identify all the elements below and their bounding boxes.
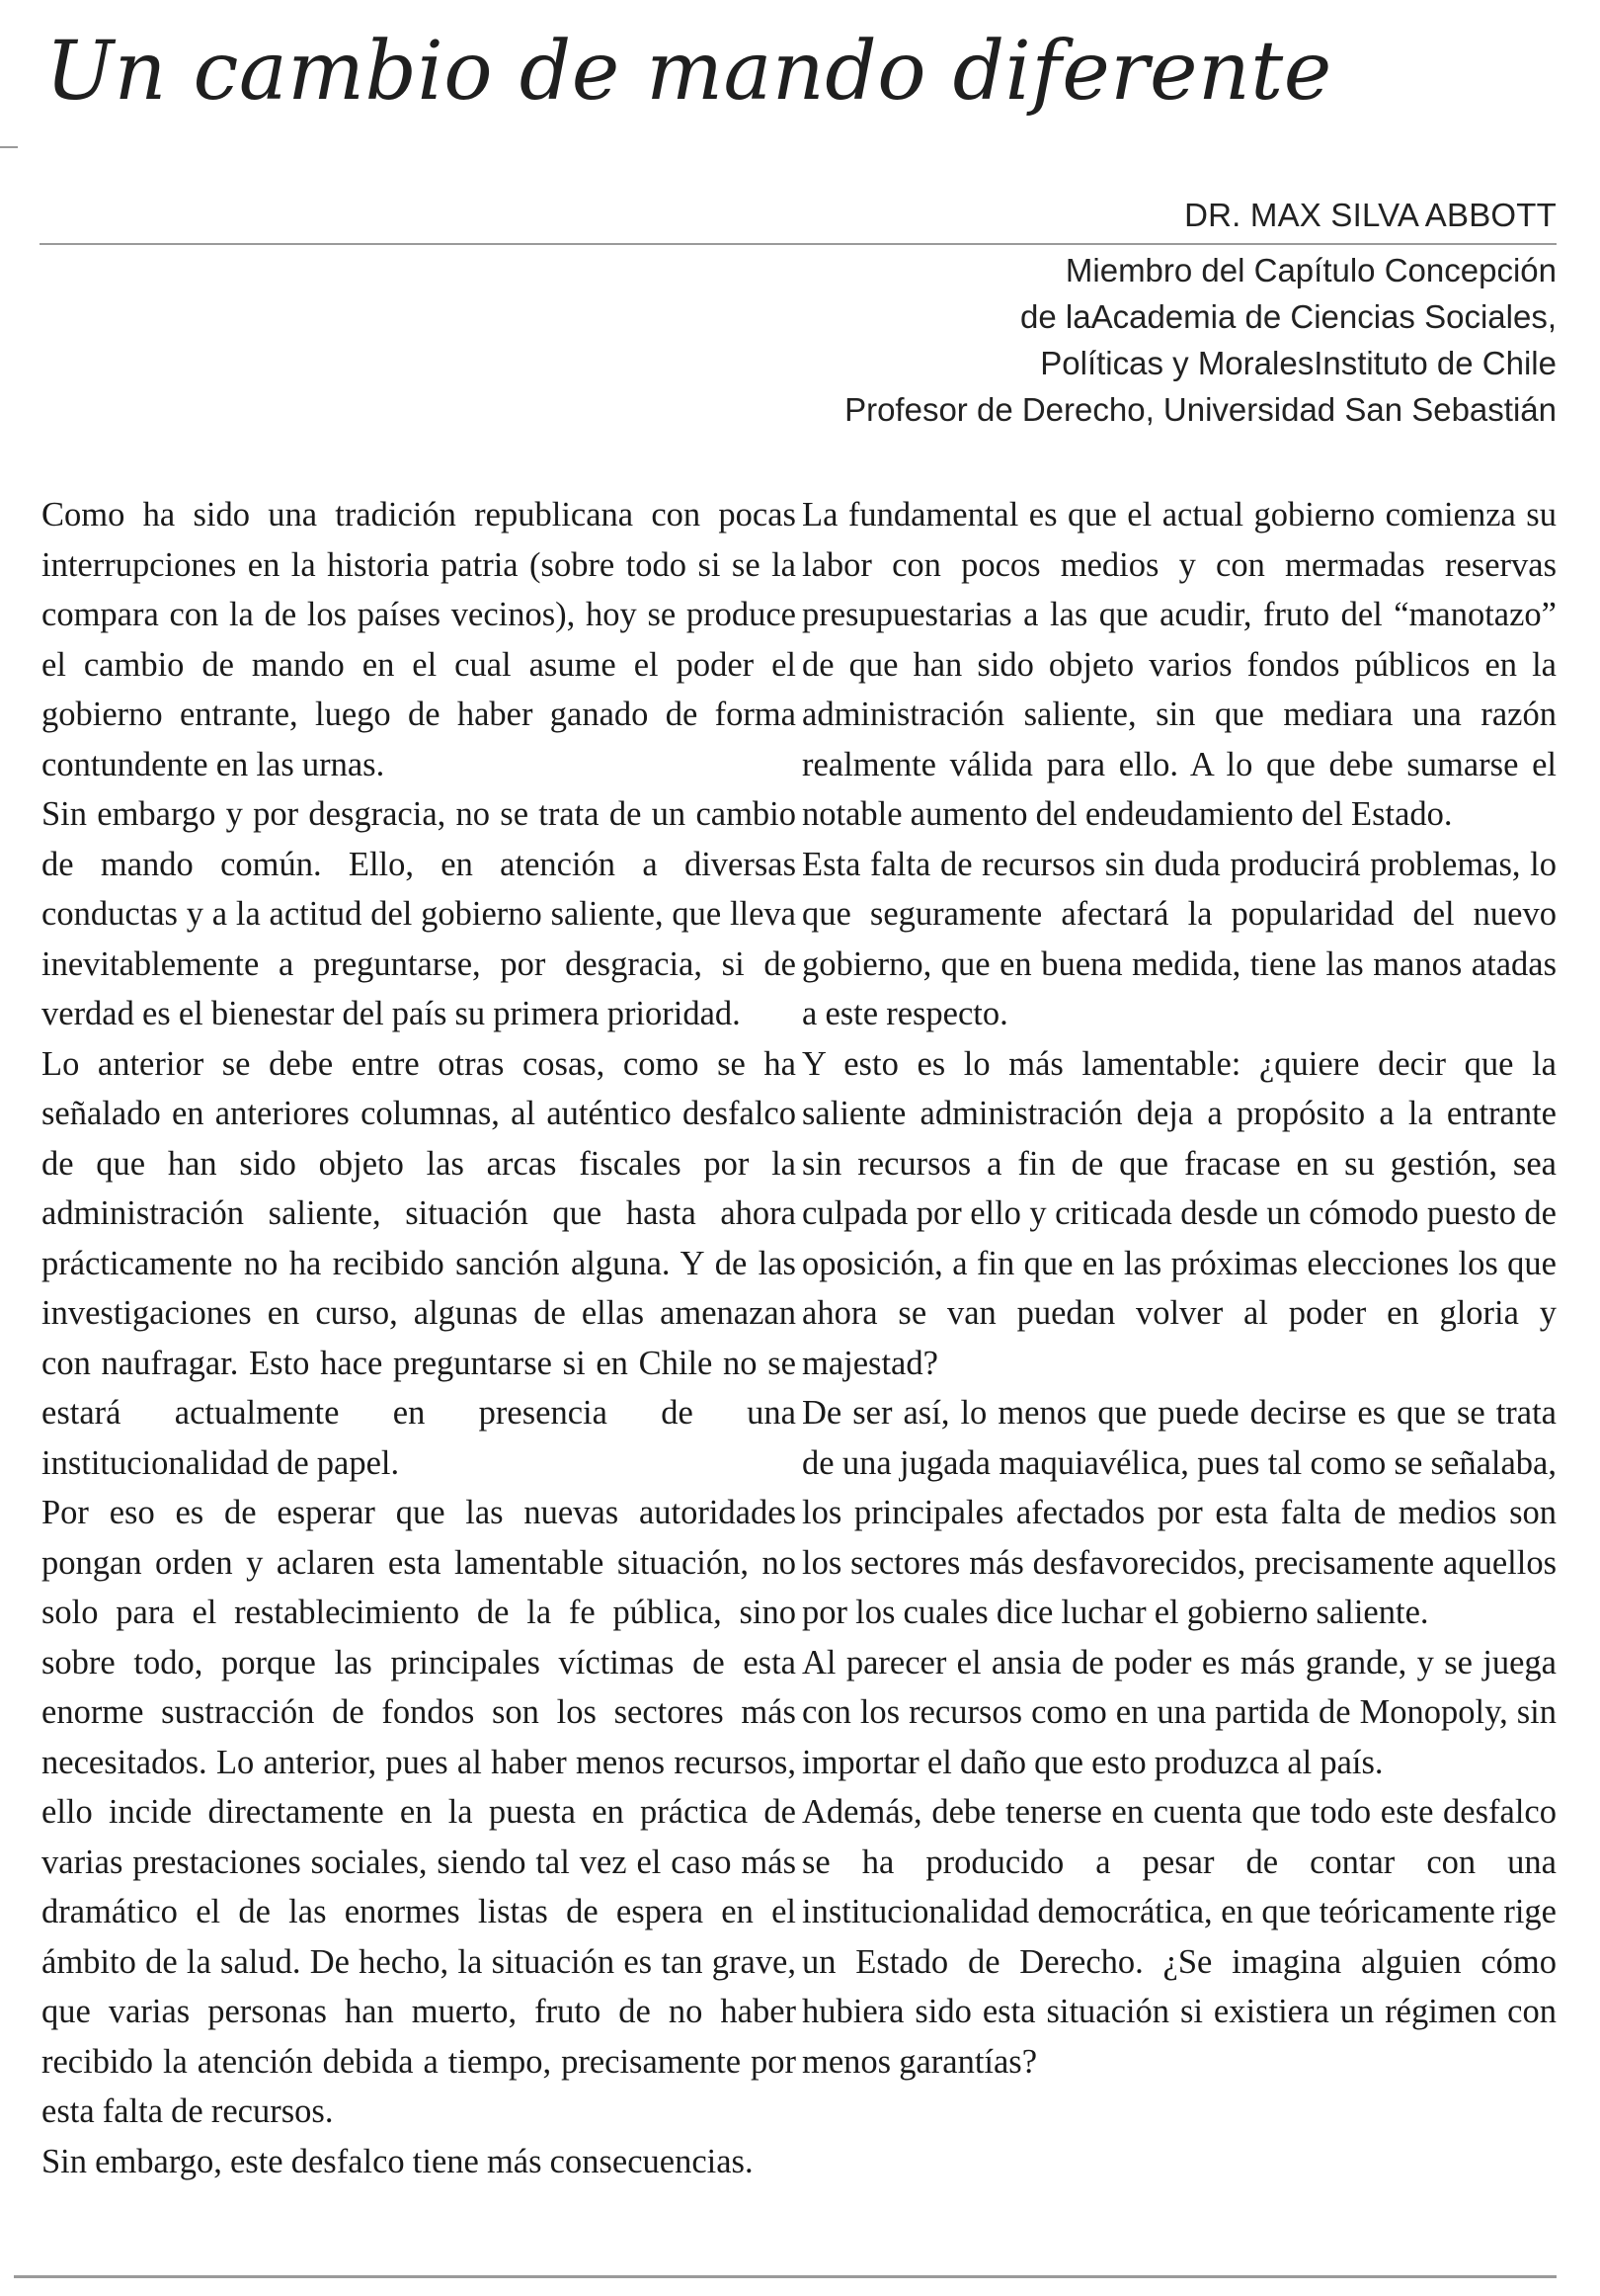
- footer-divider: [14, 2275, 1557, 2278]
- paragraph: De ser así, lo menos que puede decirse es que se trata de una jugada maquiavélica, pues tal como se señalaba, los principales afectados por esta falta de medios son los sectores más desfavorecidos, precisamente aquellos por los cuales dice luchar el gobierno saliente.: [802, 1394, 1557, 1631]
- author-affiliation-line: de laAcademia de Ciencias Sociales,: [1020, 298, 1557, 335]
- author-affiliation-line: Políticas y MoralesInstituto de Chile: [1040, 345, 1557, 381]
- paragraph: Esta falta de recursos sin duda producirá problemas, lo que seguramente afectará la popularidad del nuevo gobierno, que en buena medida, tiene las manos atadas a este respecto.: [802, 845, 1557, 1032]
- paragraph: Sin embargo y por desgracia, no se trata de un cambio de mando común. Ello, en atención a diversas conductas y a la actitud del gobierno saliente, que lleva inevitablemente a preguntarse, por desgracia, si de verdad es el bienestar del país su primera prioridad.: [41, 795, 796, 1032]
- author-affiliation-line: Miembro del Capítulo Concepción: [1065, 252, 1557, 288]
- author-name: DR. MAX SILVA ABBOTT: [1184, 197, 1557, 233]
- paragraph: Por eso es de esperar que las nuevas autoridades pongan orden y aclaren esta lamentable situación, no solo para el restablecimiento de la fe pública, sino sobre todo, porque las principales víctimas de esta enorme sustracción de fondos son los sectores más necesitados. Lo anterior, pues al haber menos recursos, ello incide directamente en la puesta en práctica de varias prestaciones sociales, siendo tal vez el caso más dramático el de las enormes listas de espera en el ámbito de la salud. De hecho, la situación es tan grave, que varias personas han muerto, fruto de no haber recibido la atención debida a tiempo, precisamente por esta falta de recursos.: [41, 1494, 796, 2130]
- right-column: [802, 490, 1557, 2186]
- paragraph: Sin embargo, este desfalco tiene más consecuencias.: [41, 2142, 754, 2180]
- margin-mark: [0, 146, 18, 148]
- author-affiliation-line: Profesor de Derecho, Universidad San Sebastián: [844, 391, 1557, 428]
- paragraph: Al parecer el ansia de poder es más grande, y se juega con los recursos como en una partida de Monopoly, sin importar el daño que esto produzca al país.: [802, 1643, 1557, 1781]
- paragraph: Como ha sido una tradición republicana con pocas interrupciones en la historia patria (sobre todo si se la compara con la de los países vecinos), hoy se produce el cambio de mando en el cual asume el poder el gobierno entrante, luego de haber ganado de forma contundente en las urnas.: [41, 496, 796, 783]
- article-title: Un cambio de mando diferente: [45, 25, 1332, 119]
- paragraph: Lo anterior se debe entre otras cosas, como se ha señalado en anteriores columnas, al auténtico desfalco de que han sido objeto las arcas fiscales por la administración saliente, situación que hasta ahora prácticamente no ha recibido sanción alguna. Y de las investigaciones en curso, algunas de ellas amenazan con naufragar. Esto hace preguntarse si en Chile no se estará actualmente en presencia de una institucionalidad de papel.: [41, 1044, 796, 1482]
- paragraph: La fundamental es que el actual gobierno comienza su labor con pocos medios y con mermadas reservas presupuestarias a las que acudir, fruto del “manotazo” de que han sido objeto varios fondos públicos en la administración saliente, sin que mediara una razón realmente válida para ello. A lo que debe sumarse el notable aumento del endeudamiento del Estado.: [802, 496, 1557, 833]
- left-column: [41, 490, 796, 2186]
- paragraph: Además, debe tenerse en cuenta que todo este desfalco se ha producido a pesar de contar con una institucionalidad democrática, en que teóricamente rige un Estado de Derecho. ¿Se imagina alguien cómo hubiera sido esta situación si existiera un régimen con menos garantías?: [802, 1793, 1557, 2081]
- article-body: [41, 490, 1557, 2186]
- byline: [844, 192, 1557, 433]
- paragraph: Y esto es lo más lamentable: ¿quiere decir que la saliente administración deja a propósito a la entrante sin recursos a fin de que fracase en su gestión, sea culpada por ello y criticada desde un cómodo puesto de oposición, a fin que en las próximas elecciones los que ahora se van puedan volver al poder en gloria y majestad?: [802, 1044, 1557, 1382]
